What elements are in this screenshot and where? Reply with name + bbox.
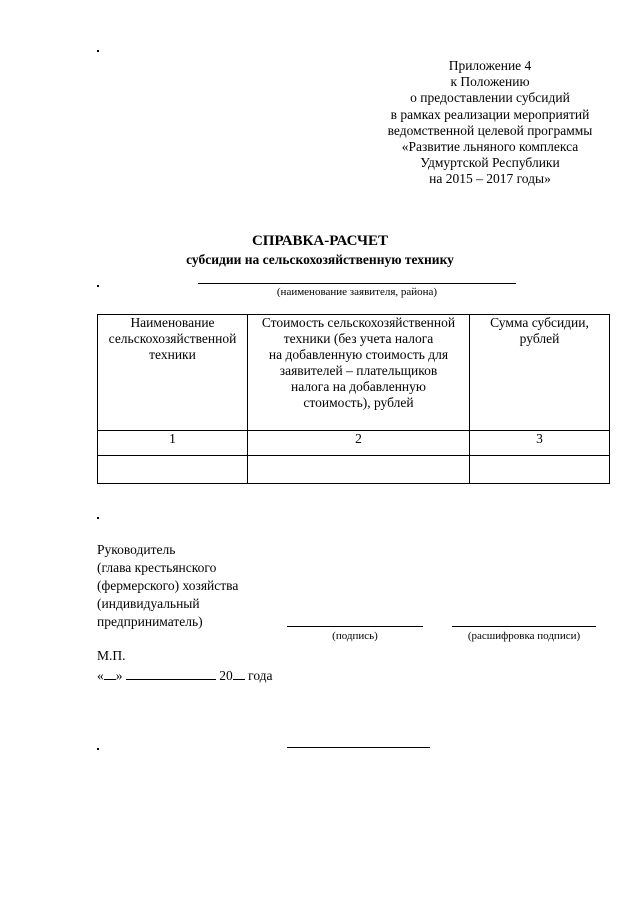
column-number: 3: [470, 431, 610, 456]
appendix-header: [360, 58, 620, 188]
header-subsidy-amount: Сумма субсидии, рублей: [470, 315, 610, 431]
appendix-line: о предоставлении субсидий: [410, 90, 570, 106]
header-equipment-cost: Стоимость сельскохозяйственной техники (без учета налога на добавленную стоимость для заявителей – плательщиков налога на добавленную стоимость), рублей: [248, 315, 470, 431]
scan-speck: [97, 748, 99, 750]
table-row: [98, 456, 610, 484]
stamp-label: М.П.: [97, 648, 126, 663]
applicant-name-line: [198, 283, 516, 284]
day-blank[interactable]: [104, 667, 116, 680]
month-blank[interactable]: [126, 667, 216, 680]
signature-caption: (подпись): [332, 630, 378, 642]
column-number: 2: [248, 431, 470, 456]
applicant-caption: (наименование заявителя, района): [276, 286, 438, 298]
table-header-row: [98, 315, 610, 431]
table-cell[interactable]: [98, 456, 248, 484]
appendix-line: Приложение 4: [448, 58, 532, 73]
appendix-line: к Положению: [450, 74, 530, 90]
document-subtitle: субсидии на сельскохозяйственную технику: [186, 252, 454, 267]
signature-line: [287, 626, 423, 627]
signature-decode-caption: (расшифровка подписи): [467, 630, 581, 642]
scan-speck: [97, 50, 99, 52]
appendix-line: «Развитие льняного комплекса: [401, 139, 579, 155]
table-number-row: [98, 431, 610, 456]
column-number: 1: [98, 431, 248, 456]
document-title: СПРАВКА-РАСЧЕТ: [251, 233, 389, 249]
appendix-line: ведомственной целевой программы: [387, 122, 593, 138]
calculation-table: [97, 314, 610, 484]
appendix-line: на 2015 – 2017 годы»: [429, 171, 551, 187]
scan-speck: [97, 285, 99, 287]
scan-speck: [97, 517, 99, 519]
table-cell[interactable]: [470, 456, 610, 484]
signer-title: Руководитель (глава крестьянского (фермерского) хозяйства (индивидуальный предприниматель): [97, 542, 239, 629]
header-equipment-name: Наименование сельскохозяйственной техники: [98, 315, 248, 431]
appendix-line: в рамках реализации мероприятий: [390, 106, 590, 122]
year-blank[interactable]: [233, 667, 245, 680]
signature-decode-line: [452, 626, 596, 627]
appendix-line: Удмуртской Республики: [420, 155, 560, 171]
date-line: « » 20 года: [97, 668, 273, 683]
table-cell[interactable]: [248, 456, 470, 484]
bottom-separator-line: [287, 747, 430, 748]
